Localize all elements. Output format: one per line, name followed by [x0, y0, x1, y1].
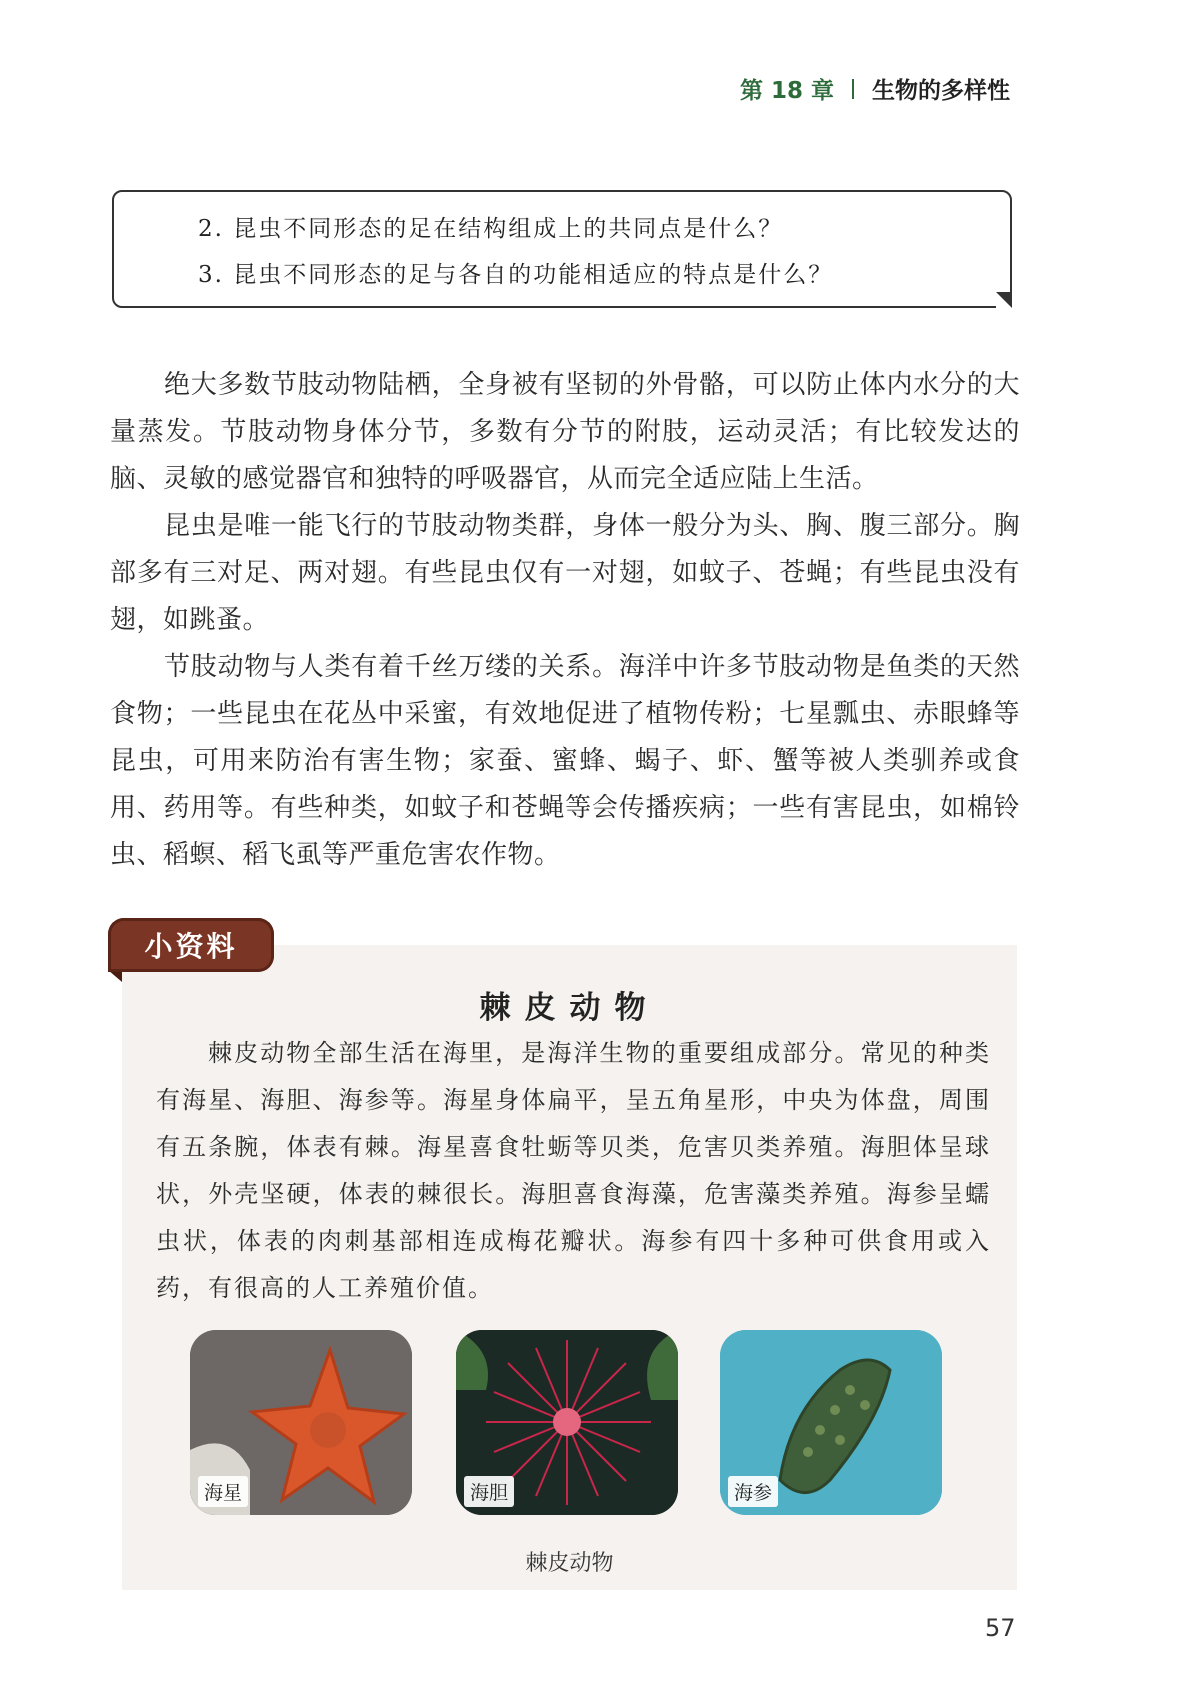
photo-label: 海参 — [728, 1476, 778, 1507]
main-text — [110, 362, 1020, 879]
sea-urchin-photo — [456, 1330, 678, 1515]
starfish-photo — [190, 1330, 412, 1515]
header-divider — [852, 79, 854, 99]
photo-label: 海星 — [198, 1476, 248, 1507]
question-3: 3. 昆虫不同形态的足与各自的功能相适应的特点是什么？ — [198, 262, 834, 288]
info-text: 棘皮动物全部生活在海里，是海洋生物的重要组成部分。常见的种类有海星、海胆、海参等。海星身体扁平，呈五角星形，中央为体盘，周围有五条腕，体表有棘。海星喜食牡蛎等贝类，危害贝类养殖。海胆体呈球状，外壳坚硬，体表的棘很长。海胆喜食海藻，危害藻类养殖。海参呈蠕虫状，体表的肉刺基部相连成梅花瓣状。海参有四十多种可供食用或入药，有很高的人工养殖价值。 — [156, 1039, 991, 1302]
question-box — [112, 190, 1012, 308]
photo-label: 海胆 — [464, 1476, 514, 1507]
page-number: 57 — [985, 1614, 1016, 1642]
paragraph: 绝大多数节肢动物陆栖，全身被有坚韧的外骨骼，可以防止体内水分的大量蒸发。节肢动物身体分节，多数有分节的附肢，运动灵活；有比较发达的脑、灵敏的感觉器官和独特的呼吸器官，从而完全适应陆上生活。 — [110, 370, 1020, 494]
info-tag: 小资料 — [108, 918, 274, 972]
paragraph: 昆虫是唯一能飞行的节肢动物类群，身体一般分为头、胸、腹三部分。胸部多有三对足、两对翅。有些昆虫仅有一对翅，如蚊子、苍蝇；有些昆虫没有翅，如跳蚤。 — [110, 511, 1020, 635]
figure-caption: 棘皮动物 — [525, 1551, 614, 1576]
info-title: 棘皮动物 — [479, 990, 660, 1026]
sea-cucumber-photo — [720, 1330, 942, 1515]
chapter-number: 第 18 章 — [740, 78, 835, 104]
page-fold-corner — [996, 292, 1012, 308]
question-2: 2. 昆虫不同形态的足在结构组成上的共同点是什么？ — [198, 216, 784, 242]
paragraph: 节肢动物与人类有着千丝万缕的关系。海洋中许多节肢动物是鱼类的天然食物；一些昆虫在花丛中采蜜，有效地促进了植物传粉；七星瓢虫、赤眼蜂等昆虫，可用来防治有害生物；家蚕、蜜蜂、蝎子、虾、蟹等被人类驯养或食用、药用等。有些种类，如蚊子和苍蝇等会传播疾病；一些有害昆虫，如棉铃虫、稻螟、稻飞虱等严重危害农作物。 — [110, 652, 1020, 870]
chapter-title: 生物的多样性 — [872, 78, 1011, 104]
running-header — [740, 72, 1020, 105]
